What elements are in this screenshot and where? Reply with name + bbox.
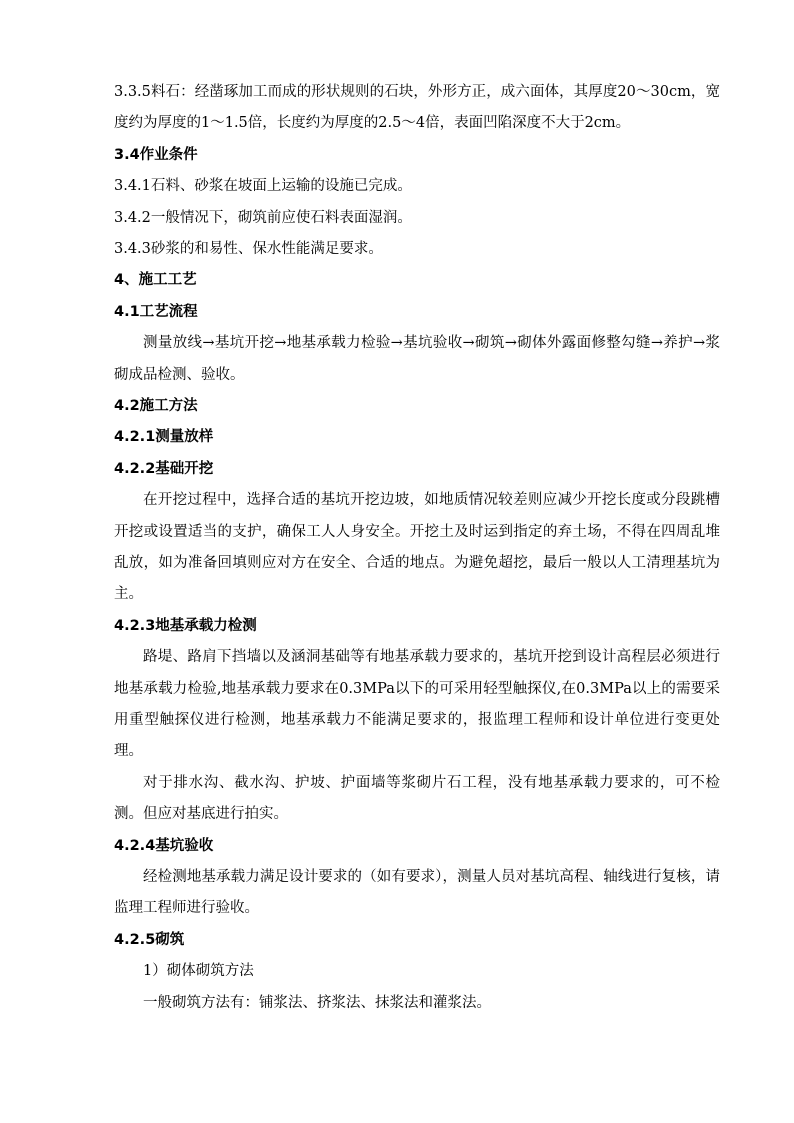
section-heading-4-2: 4.2施工方法: [114, 397, 198, 414]
section-heading-4-2-4: 4.2.4基坑验收: [114, 837, 214, 854]
section-heading-4-2-2: 4.2.2基础开挖: [114, 460, 214, 477]
document-page: [114, 77, 720, 1019]
list-item-masonry-method: 1）砌体砌筑方法: [143, 963, 254, 980]
section-heading-3-4: 3.4作业条件: [114, 146, 198, 163]
pit-acceptance-paragraph: 经检测地基承载力满足设计要求的（如有要求），测量人员对基坑高程、轴线进行复核，请监理工程师进行验收。: [114, 868, 720, 917]
section-heading-4-2-3: 4.2.3地基承载力检测: [114, 617, 257, 634]
process-flow-paragraph: 测量放线→基坑开挖→地基承载力检验→基坑验收→砌筑→砌体外露面修整勾缝→养护→浆砌成品检测、验收。: [114, 335, 720, 383]
clause-3-4-2: 3.4.2一般情况下，砌筑前应使石料表面湿润。: [114, 209, 412, 226]
clause-3-4-1: 3.4.1石料、砂浆在坡面上运输的设施已完成。: [114, 178, 412, 195]
excavation-paragraph: 在开挖过程中，选择合适的基坑开挖边坡，如地质情况较差则应减少开挖长度或分段跳槽开挖或设置适当的支护，确保工人人身安全。开挖土及时运到指定的弃土场，不得在四周乱堆乱放，如为准备回填则应对方在安全、合适的地点。为避免超挖，最后一般以人工清理基坑为主。: [114, 492, 720, 603]
bearing-capacity-paragraph: 路堤、路肩下挡墙以及涵洞基础等有地基承载力要求的，基坑开挖到设计高程层必须进行地基承载力检验,地基承载力要求在0.3MPa以下的可采用轻型触探仪,在0.3MPa以上的需要采用重型触探仪进行检测，地基承载力不能满足要求的，报监理工程师和设计单位进行变更处理。: [114, 649, 720, 760]
masonry-methods-paragraph: 一般砌筑方法有：铺浆法、挤浆法、抹浆法和灌浆法。: [143, 994, 491, 1011]
section-heading-4-1: 4.1工艺流程: [114, 303, 198, 320]
section-heading-4-2-5: 4.2.5砌筑: [114, 931, 185, 948]
drainage-paragraph: 对于排水沟、截水沟、护坡、护面墙等浆砌片石工程，没有地基承载力要求的，可不检测。但应对基底进行拍实。: [114, 774, 720, 823]
section-heading-4: 4、施工工艺: [114, 272, 197, 289]
clause-3-3-5: 3.3.5料石：经凿琢加工而成的形状规则的石块，外形方正，成六面体，其厚度20～30cm，宽度约为厚度的1～1.5倍，长度约为厚度的2.5～4倍，表面凹陷深度不大于2cm。: [114, 84, 720, 132]
section-heading-4-2-1: 4.2.1测量放样: [114, 429, 214, 446]
clause-3-4-3: 3.4.3砂浆的和易性、保水性能满足要求。: [114, 240, 383, 257]
